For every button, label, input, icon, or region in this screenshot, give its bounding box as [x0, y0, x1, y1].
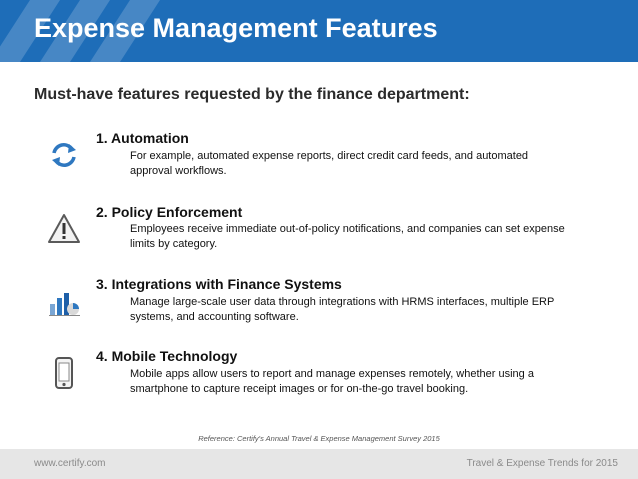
- warning-triangle-icon: [47, 212, 81, 246]
- feature-desc-integrations: Manage large-scale user data through integrations with HRMS interfaces, multiple ERP systems, and accounting software.: [130, 296, 555, 323]
- feature-desc-mobile: Mobile apps allow users to report and manage expenses remotely, whether using a smartphone to capture receipt images or for on-the-go travel booking.: [130, 368, 534, 395]
- footer-website: www.certify.com: [34, 458, 106, 469]
- footer-bar: [0, 449, 638, 479]
- footer-deck-title: Travel & Expense Trends for 2015: [466, 458, 618, 469]
- reference-note: Reference: Certify's Annual Travel & Expense Management Survey 2015: [198, 434, 440, 443]
- bar-pie-chart-icon: [47, 285, 81, 319]
- section-subtitle: Must-have features requested by the finance department:: [34, 86, 470, 103]
- feature-title-integrations: 3. Integrations with Finance Systems: [96, 276, 342, 292]
- smartphone-icon: [47, 356, 81, 390]
- header-bar: [0, 0, 638, 62]
- feature-desc-policy: Employees receive immediate out-of-policy notifications, and companies can set expense limits by category.: [130, 223, 565, 250]
- feature-title-mobile: 4. Mobile Technology: [96, 348, 238, 364]
- feature-desc-automation: For example, automated expense reports, direct credit card feeds, and automated approval workflows.: [130, 150, 529, 177]
- feature-title-policy: 2. Policy Enforcement: [96, 204, 243, 220]
- feature-title-automation: 1. Automation: [96, 130, 189, 146]
- page-title: Expense Management Features: [34, 13, 438, 43]
- sync-arrows-icon: [47, 138, 81, 172]
